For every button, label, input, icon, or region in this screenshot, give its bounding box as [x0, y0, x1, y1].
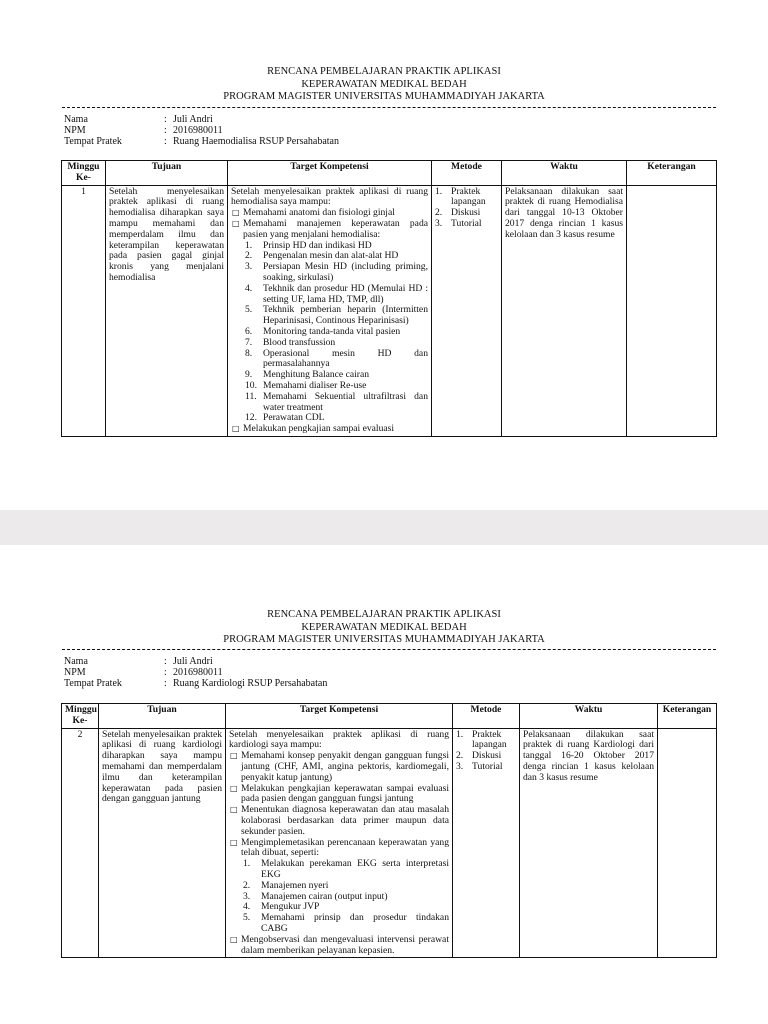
cell-target [228, 185, 432, 436]
header-tujuan: Tujuan [106, 161, 228, 186]
cell-waktu: Pelaksanaan dilakukan saat praktek di ruang Kardiologi dari tanggal 16-20 Oktober 2017 denga rincian 1 kasus kelolaan dan 3 kasus resume [520, 728, 658, 958]
meta-value: 2016980011 [173, 667, 223, 678]
target-numbered-list [229, 859, 449, 935]
list-item: 3. Persiapan Mesin HD (including priming, soaking, sirkulasi) [245, 261, 428, 283]
header-metode: Metode [432, 161, 502, 186]
list-item: 2. Manajemen nyeri [243, 879, 329, 891]
meta-key: Nama [64, 656, 88, 667]
table-row [62, 728, 717, 958]
cell-tujuan: Setelah menyelesaikan praktek aplikasi di ruang kardiologi diharapkan saya mampu memahami dan memperdalam ilmu dan keterampilan keperawatan pada pasien dengan gangguan jantung [99, 728, 226, 958]
cell-waktu: Pelaksanaan dilakukan saat praktek di ruang Hemodialisa dari tanggal 10-13 Oktober 2017 denga rincian 1 kasus kelolaan dan 3 kasus resume [502, 185, 627, 436]
meta-value: Ruang Haemodialisa RSUP Persahabatan [173, 136, 339, 147]
target-checklist [229, 751, 449, 859]
meta-key: Tempat Pratek [64, 136, 122, 147]
target-checklist [231, 208, 428, 240]
target-intro: Setelah menyelesaikan praktek aplikasi di ruang hemodialisa saya mampu: [231, 185, 428, 208]
checkbox-item: □ Melakukan pengkajian sampai evaluasi [231, 424, 428, 435]
list-item: 11. Memahami Sekuential ultrafiltrasi dan water treatment [245, 390, 428, 413]
cell-metode [453, 728, 520, 958]
list-item: 3. Tutorial [456, 760, 503, 772]
list-item: 9. Menghitung Balance cairan [245, 369, 370, 381]
meta-key: Nama [64, 114, 88, 125]
cell-keterangan [627, 185, 717, 436]
meta-row-npm: NPM : 2016980011 [64, 667, 223, 678]
header-minggu: Minggu Ke- [62, 704, 99, 729]
dashed-divider [62, 649, 716, 650]
cell-metode [432, 185, 502, 436]
target-intro: Setelah menyelesaikan praktek aplikasi di ruang kardiologi saya mampu: [229, 728, 449, 751]
meta-row-tempat: Tempat Pratek : Ruang Kardiologi RSUP Persahabatan [64, 678, 328, 689]
heading-line-3: PROGRAM MAGISTER UNIVERSITAS MUHAMMADIYAH JAKARTA [223, 634, 545, 645]
header-target: Target Kompetensi [228, 161, 432, 186]
checkbox-item: □ Memahami manajemen keperawatan pada pasien yang menjalani hemodialisa: [231, 219, 428, 241]
list-item: 1. Melakukan perekaman EKG serta interpretasi EKG [243, 858, 449, 880]
list-item: 7. Blood transfussion [245, 336, 336, 348]
dashed-divider [62, 107, 716, 108]
meta-value: Juli Andri [173, 656, 213, 667]
heading-line-2: KEPERAWATAN MEDIKAL BEDAH [301, 78, 467, 90]
list-item: 1. Praktek lapangan [435, 185, 486, 208]
list-item: 8. Operasional mesin HD dan permasalahannya [245, 347, 428, 370]
header-minggu: Minggu Ke- [62, 161, 106, 186]
table-header-row [62, 704, 717, 729]
header-waktu: Waktu [502, 161, 627, 186]
cell-target [226, 728, 453, 958]
list-item: 1. Prinsip HD dan indikasi HD [245, 239, 372, 251]
learning-plan-table [61, 703, 717, 958]
list-item: 2. Diskusi [456, 750, 502, 762]
table-row [62, 185, 717, 436]
target-checklist-after [229, 935, 449, 957]
heading-line-1: RENCANA PEMBELAJARAN PRAKTIK APLIKASI [267, 66, 501, 77]
meta-value: Ruang Kardiologi RSUP Persahabatan [173, 678, 328, 689]
checkbox-item: □ Melakukan pengkajian keperawatan sampai evaluasi pada pasien dengan gangguan fungsi jantung [229, 784, 449, 806]
metode-list [456, 730, 516, 773]
meta-row-nama: Nama : Juli Andri [64, 656, 213, 667]
heading-line-2: KEPERAWATAN MEDIKAL BEDAH [301, 621, 467, 633]
list-item: 4. Tekhnik dan prosedur HD (Memulai HD : setting UF, lama HD, TMP, dll) [245, 282, 428, 305]
meta-value: Juli Andri [173, 114, 213, 125]
checkbox-item: □ Mengimplemetasikan perencanaan keperawatan yang telah dibuat, seperti: [229, 838, 449, 860]
header-keterangan: Keterangan [658, 704, 717, 729]
list-item: 3. Manajemen cairan (output input) [243, 890, 388, 902]
list-item: 6. Monitoring tanda-tanda vital pasien [245, 325, 401, 337]
meta-row-nama: Nama : Juli Andri [64, 114, 213, 125]
document-page-2 [0, 545, 768, 1024]
heading-line-3: PROGRAM MAGISTER UNIVERSITAS MUHAMMADIYAH JAKARTA [223, 91, 545, 102]
table-header-row [62, 161, 717, 186]
cell-tujuan: Setelah menyelesaikan praktek aplikasi di ruang hemodialisa diharapkan saya mampu memahami dan memperdalam ilmu dan keterampilan keperawatan pada pasien gagal ginjal kronis yang menjalani hemodialisa [106, 185, 228, 436]
meta-row-npm: NPM : 2016980011 [64, 125, 223, 136]
page-heading [0, 66, 768, 104]
document-page-1 [0, 0, 768, 510]
checkbox-item: □ Memahami konsep penyakit dengan gangguan fungsi jantung (CHF, AMI, angina pektoris, kardiomegali, penyakit katup jantung) [229, 751, 449, 783]
list-item: 4. Mengukur JVP [243, 901, 320, 913]
cell-minggu: 2 [62, 728, 99, 958]
learning-plan-table [61, 160, 717, 437]
checkbox-item: □ Menentukan diagnosa keperawatan dan atau masalah kolaborasi berdasarkan data primer maupun data sekunder pasien. [229, 805, 449, 837]
metode-list [435, 187, 498, 230]
list-item: 12. Perawatan CDL [245, 412, 325, 424]
list-item: 1. Praktek lapangan [456, 728, 507, 751]
meta-key: Tempat Pratek [64, 678, 122, 689]
list-item: 2. Pengenalan mesin dan alat-alat HD [245, 250, 399, 262]
list-item: 2. Diskusi [435, 207, 481, 219]
cell-keterangan [658, 728, 717, 958]
identity-block [64, 656, 327, 689]
header-keterangan: Keterangan [627, 161, 717, 186]
checkbox-item: □ Mengobservasi dan mengevaluasi intervensi perawat dalam memberikan pelayanan kepasien. [229, 935, 449, 957]
header-target: Target Kompetensi [226, 704, 453, 729]
header-tujuan: Tujuan [99, 704, 226, 729]
header-waktu: Waktu [520, 704, 658, 729]
meta-value: 2016980011 [173, 125, 223, 136]
list-item: 10. Memahami dialiser Re-use [245, 379, 367, 391]
cell-minggu: 1 [62, 185, 106, 436]
header-metode: Metode [453, 704, 520, 729]
page-heading [0, 609, 768, 647]
heading-line-1: RENCANA PEMBELAJARAN PRAKTIK APLIKASI [267, 609, 501, 620]
list-item: 3. Tutorial [435, 217, 482, 229]
checkbox-item: □ Memahami anatomi dan fisiologi ginjal [231, 208, 428, 219]
list-item: 5. Memahami prinsip dan prosedur tindakan CABG [243, 912, 449, 934]
list-item: 5. Tekhnik pemberian heparin (Intermitten Heparinisasi, Continous Heparinisasi) [245, 304, 428, 327]
identity-block [64, 114, 339, 147]
meta-row-tempat: Tempat Pratek : Ruang Haemodialisa RSUP Persahabatan [64, 136, 339, 147]
target-checklist-after [231, 424, 428, 435]
meta-key: NPM [64, 125, 86, 136]
target-numbered-list [231, 241, 428, 425]
meta-key: NPM [64, 667, 86, 678]
